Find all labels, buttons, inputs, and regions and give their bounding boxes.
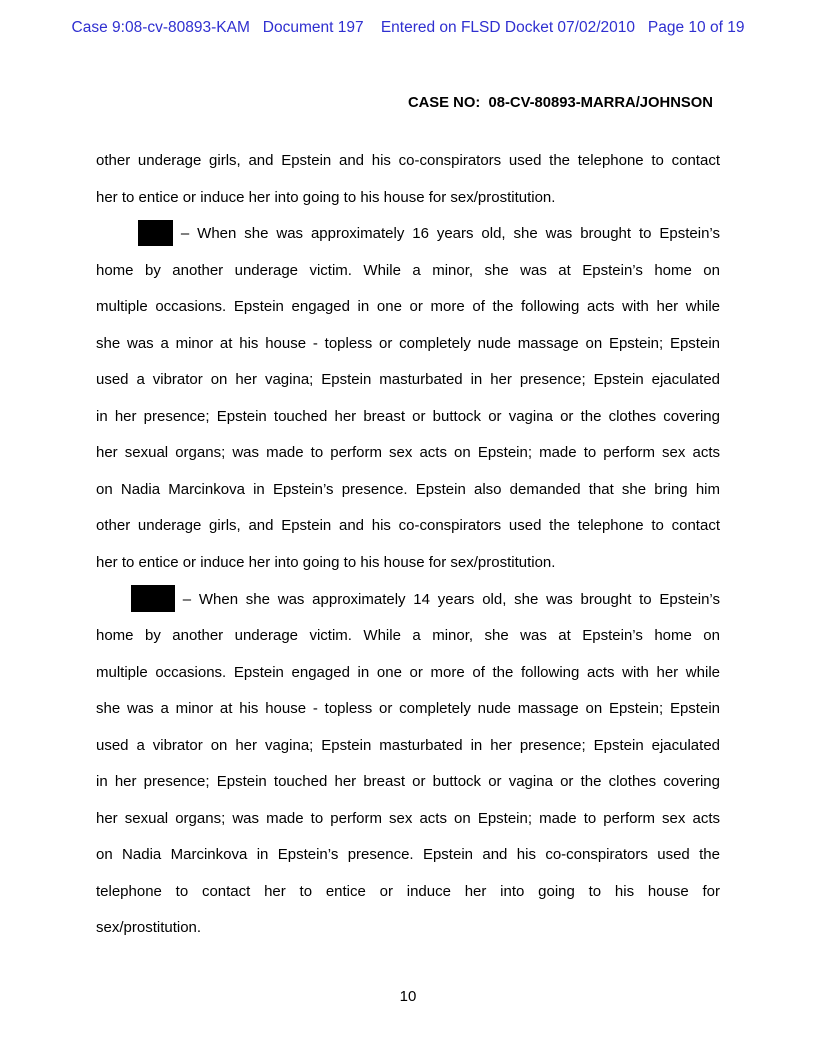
- body-line: her sexual organs; was made to perform sex acts on Epstein; made to perform sex acts: [96, 809, 720, 827]
- body-line: her sexual organs; was made to perform sex acts on Epstein; made to perform sex acts: [96, 444, 720, 462]
- body-line: her to entice or induce her into going to his house for sex/prostitution.: [96, 188, 556, 206]
- body-line: multiple occasions. Epstein engaged in one or more of the following acts with her while: [96, 663, 720, 681]
- body-line: used a vibrator on her vagina; Epstein masturbated in her presence; Epstein ejaculated: [96, 371, 720, 389]
- body-line: telephone to contact her to entice or induce her into going to his house for: [96, 882, 720, 900]
- body-line: her to entice or induce her into going to his house for sex/prostitution.: [96, 554, 556, 572]
- body-line: on Nadia Marcinkova in Epstein’s presence. Epstein and his co-conspirators used the: [96, 846, 720, 864]
- court-stamp-header: Case 9:08-cv-80893-KAM Document 197 Entered on FLSD Docket 07/02/2010 Page 10 of 19: [71, 19, 745, 36]
- body-line: – When she was approximately 14 years old, she was brought to Epstein’s: [96, 582, 720, 619]
- body-line: on Nadia Marcinkova in Epstein’s presence. Epstein also demanded that she bring him: [96, 480, 720, 498]
- body-line: in her presence; Epstein touched her breast or buttock or vagina or the clothes covering: [96, 407, 720, 425]
- body-line: multiple occasions. Epstein engaged in one or more of the following acts with her while: [96, 298, 720, 316]
- body-line: in her presence; Epstein touched her breast or buttock or vagina or the clothes covering: [96, 773, 720, 791]
- body-line: other underage girls, and Epstein and his co-conspirators used the telephone to contact: [96, 517, 720, 535]
- body-line: she was a minor at his house - topless or completely nude massage on Epstein; Epstein: [96, 334, 720, 352]
- redaction-box: [131, 585, 175, 612]
- body-line: home by another underage victim. While a minor, she was at Epstein’s home on: [96, 261, 720, 279]
- body-line: – When she was approximately 16 years old, she was brought to Epstein’s: [96, 216, 720, 253]
- body-line: she was a minor at his house - topless or completely nude massage on Epstein; Epstein: [96, 700, 720, 718]
- page-number: 10: [399, 988, 417, 1005]
- body-line: other underage girls, and Epstein and his co-conspirators used the telephone to contact: [96, 152, 720, 169]
- body-line: sex/prostitution.: [96, 919, 202, 937]
- redaction-box: [138, 220, 173, 246]
- document-body: [96, 143, 720, 947]
- case-number: CASE NO: 08-CV-80893-MARRA/JOHNSON: [407, 95, 713, 111]
- body-line: used a vibrator on her vagina; Epstein masturbated in her presence; Epstein ejaculated: [96, 736, 720, 754]
- body-line: home by another underage victim. While a minor, she was at Epstein’s home on: [96, 627, 720, 645]
